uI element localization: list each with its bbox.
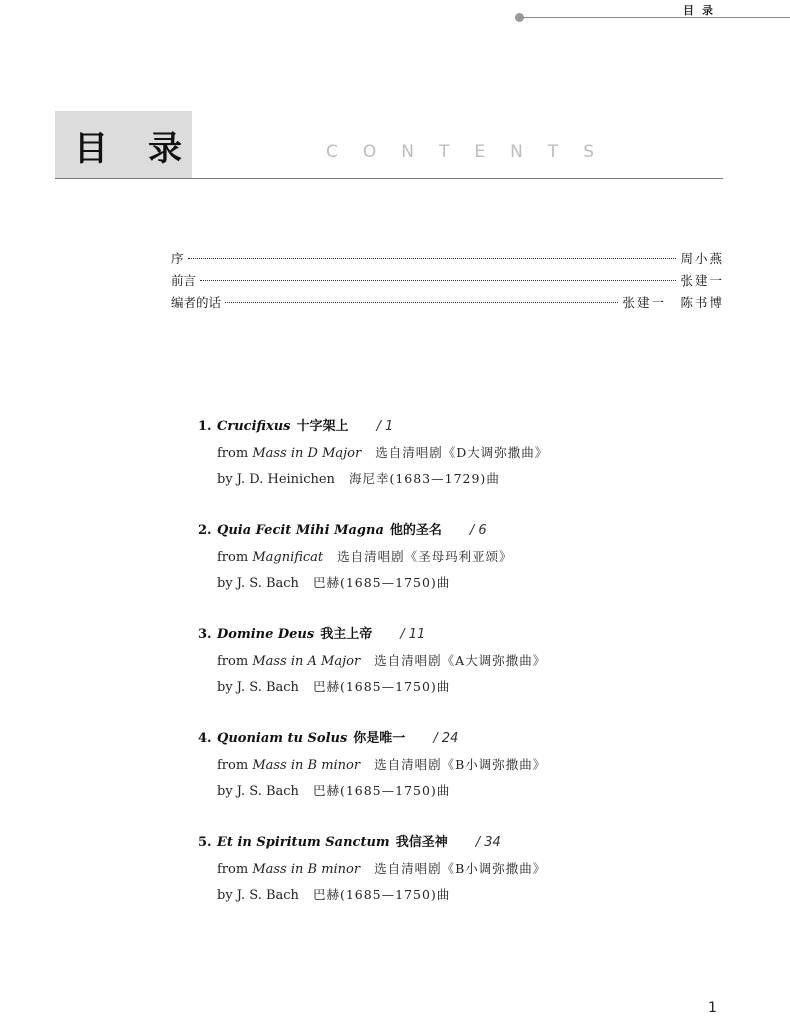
contents-entry[interactable] [198, 518, 758, 596]
entry-composer: by J. S. Bach [217, 888, 299, 903]
entry-number: 3. [198, 627, 212, 642]
entry-page: / 1 [376, 419, 394, 434]
front-matter-label: 编者的话 [171, 295, 222, 310]
entry-composer: by J. D. Heinichen [217, 472, 335, 487]
entry-from-prefix: from [217, 446, 253, 461]
entry-number: 1. [198, 419, 212, 434]
front-matter-item[interactable] [171, 292, 724, 314]
entry-composer: by J. S. Bach [217, 680, 299, 695]
entry-source-chinese: 选自清唱剧《圣母玛利亚颂》 [337, 549, 513, 564]
entry-chinese-title: 十字架上 [296, 419, 349, 434]
entry-latin-title: Et in Spiritum Sanctum [217, 835, 390, 850]
entry-chinese-title: 你是唯一 [353, 731, 406, 746]
entry-number: 4. [198, 731, 212, 746]
entry-page: / 34 [475, 835, 501, 850]
entry-source: Mass in A Major [252, 654, 361, 669]
running-head-rule [520, 17, 790, 18]
contents-entry[interactable] [198, 622, 758, 700]
entry-latin-title: Crucifixus [217, 419, 291, 434]
entry-source: Mass in B minor [252, 758, 361, 773]
entry-from-prefix: from [217, 654, 253, 669]
entry-composer: by J. S. Bach [217, 784, 299, 799]
entry-composer-chinese: 巴赫(1685—1750)曲 [312, 679, 451, 694]
entry-composer-chinese: 海尼幸(1683—1729)曲 [348, 471, 500, 486]
entry-source: Mass in B minor [252, 862, 361, 877]
front-matter-list [171, 248, 724, 314]
entry-source-chinese: 选自清唱剧《B小调弥撒曲》 [374, 861, 547, 876]
entry-chinese-title: 他的圣名 [389, 523, 442, 538]
entry-source-chinese: 选自清唱剧《A大调弥撒曲》 [374, 653, 547, 668]
entry-number: 5. [198, 835, 212, 850]
front-matter-item[interactable] [171, 270, 724, 292]
page-number: 1 [708, 1000, 717, 1016]
entry-page: / 11 [400, 627, 426, 642]
front-matter-label: 前言 [171, 273, 197, 288]
dot-leader [200, 280, 676, 281]
entry-composer-chinese: 巴赫(1685—1750)曲 [312, 783, 451, 798]
contents-entries [198, 414, 758, 934]
entry-source: Mass in D Major [252, 446, 362, 461]
entry-page: / 24 [433, 731, 459, 746]
title-divider [55, 178, 723, 179]
front-matter-item[interactable] [171, 248, 724, 270]
entry-chinese-title: 我主上帝 [320, 627, 373, 642]
entry-composer: by J. S. Bach [217, 576, 299, 591]
page-title-english: CONTENTS [326, 142, 619, 162]
front-matter-label: 序 [171, 251, 184, 266]
entry-latin-title: Quoniam tu Solus [217, 731, 348, 746]
entry-source: Magnificat [252, 550, 324, 565]
entry-source-chinese: 选自清唱剧《B小调弥撒曲》 [374, 757, 547, 772]
entry-page: / 6 [469, 523, 487, 538]
front-matter-author: 张建一 [680, 273, 724, 288]
entry-composer-chinese: 巴赫(1685—1750)曲 [312, 575, 451, 590]
entry-from-prefix: from [217, 862, 253, 877]
dot-leader [188, 258, 677, 259]
entry-from-prefix: from [217, 758, 253, 773]
contents-entry[interactable] [198, 414, 758, 492]
entry-latin-title: Domine Deus [217, 627, 315, 642]
dot-leader [225, 302, 618, 303]
entry-source-chinese: 选自清唱剧《D大调弥撒曲》 [375, 445, 549, 460]
entry-from-prefix: from [217, 550, 253, 565]
entry-number: 2. [198, 523, 212, 538]
entry-latin-title: Quia Fecit Mihi Magna [217, 523, 384, 538]
entry-composer-chinese: 巴赫(1685—1750)曲 [312, 887, 451, 902]
front-matter-author: 张建一 陈书博 [622, 295, 724, 310]
running-head: 目录 [683, 4, 721, 17]
front-matter-author: 周小燕 [680, 251, 724, 266]
contents-entry[interactable] [198, 830, 758, 908]
contents-entry[interactable] [198, 726, 758, 804]
entry-chinese-title: 我信圣神 [395, 835, 448, 850]
page-title: 目录 [74, 129, 222, 169]
